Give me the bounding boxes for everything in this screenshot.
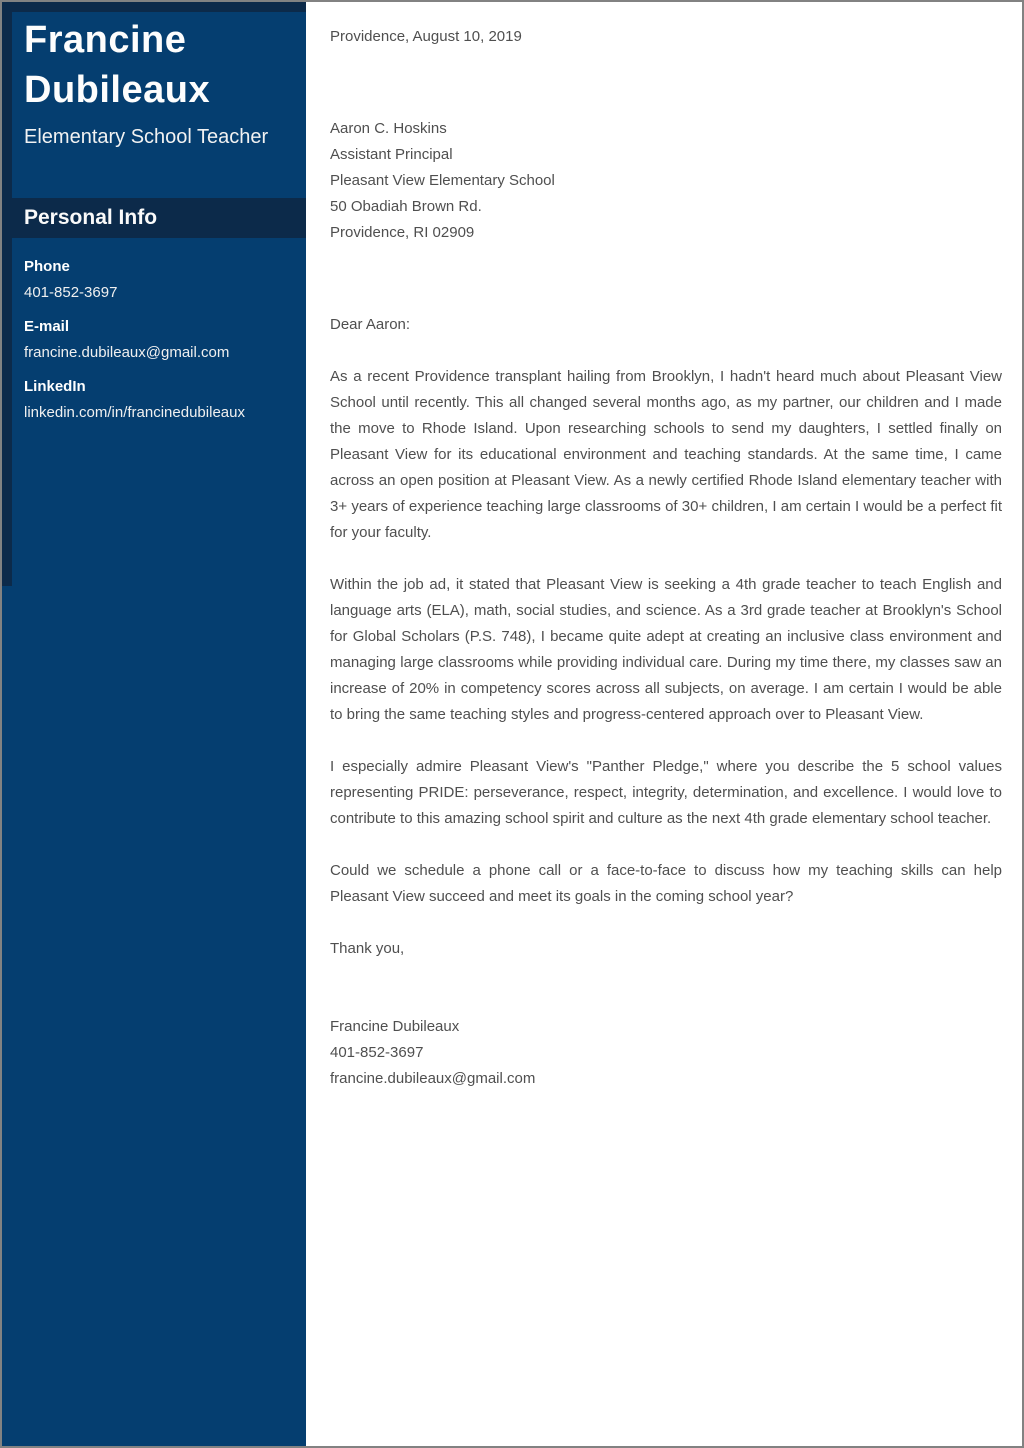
salutation: Dear Aaron:: [330, 316, 411, 333]
contact-phone: [24, 254, 290, 306]
signature-email: francine.dubileaux@gmail.com: [330, 1070, 536, 1087]
letter-paragraph-1: As a recent Providence transplant hailing from Brooklyn, I hadn't heard much about Pleasant View School until recently. This all changed several months ago, as my partner, our children and I made the move to Rhode Island. Upon researching schools to send my daughters, I settled finally on Pleasant View for its educational environment and teaching standards. At the same time, I came across an open position at Pleasant View. As a newly certified Rhode Island elementary teacher with 3+ years of experience teaching large classrooms of 30+ children, I am certain I would be a perfect fit for your faculty.: [330, 368, 1002, 541]
signature-block: [330, 1014, 1002, 1092]
recipient-title: Assistant Principal: [330, 146, 453, 163]
contact-linkedin: [24, 374, 290, 426]
contact-email: [24, 314, 290, 366]
candidate-first-name: Francine: [24, 19, 187, 61]
personal-info-section-header: [2, 198, 306, 238]
personal-info-title: Personal Info: [24, 206, 158, 229]
recipient-city-state-zip: Providence, RI 02909: [330, 224, 475, 241]
phone-value: 401-852-3697: [24, 284, 118, 301]
linkedin-value: linkedin.com/in/francinedubileaux: [24, 404, 245, 421]
letter-paragraph-3: I especially admire Pleasant View's "Panther Pledge," where you describe the 5 school values representing PRIDE: perseverance, respect, integrity, determination, and excellence. I would love to contribute to this amazing school spirit and culture as the next 4th grade elementary school teacher.: [330, 758, 1002, 827]
signature-phone: 401-852-3697: [330, 1044, 424, 1061]
linkedin-label: LinkedIn: [24, 378, 86, 395]
recipient-name: Aaron C. Hoskins: [330, 120, 447, 137]
candidate-last-name: Dubileaux: [24, 69, 211, 111]
email-label: E-mail: [24, 318, 70, 335]
letter-paragraph-2: Within the job ad, it stated that Pleasant View is seeking a 4th grade teacher to teach English and language arts (ELA), math, social studies, and science. As a 3rd grade teacher at Brooklyn's School for Global Scholars (P.S. 748), I became quite adept at creating an inclusive class environment and managing large classrooms while providing individual care. During my time there, my classes saw an increase of 20% in competency scores across all subjects, on average. I am certain I would be able to bring the same teaching styles and progress-centered approach over to Pleasant View.: [330, 576, 1002, 723]
contact-list: [2, 238, 306, 434]
job-title: Elementary School Teacher: [24, 126, 269, 148]
recipient-address: [330, 116, 1002, 246]
candidate-name: [2, 2, 306, 115]
recipient-organization: Pleasant View Elementary School: [330, 172, 555, 189]
phone-label: Phone: [24, 258, 70, 275]
letter-paragraph-4: Could we schedule a phone call or a face-to-face to discuss how my teaching skills can help Pleasant View succeed and meet its goals in the coming school year?: [330, 862, 1002, 905]
letter-body: [306, 2, 1022, 1446]
closing-line: Thank you,: [330, 940, 405, 957]
signature-name: Francine Dubileaux: [330, 1018, 460, 1035]
email-value: francine.dubileaux@gmail.com: [24, 344, 230, 361]
sidebar: [2, 2, 306, 1446]
recipient-street: 50 Obadiah Brown Rd.: [330, 198, 482, 215]
letter-date: Providence, August 10, 2019: [330, 28, 522, 45]
